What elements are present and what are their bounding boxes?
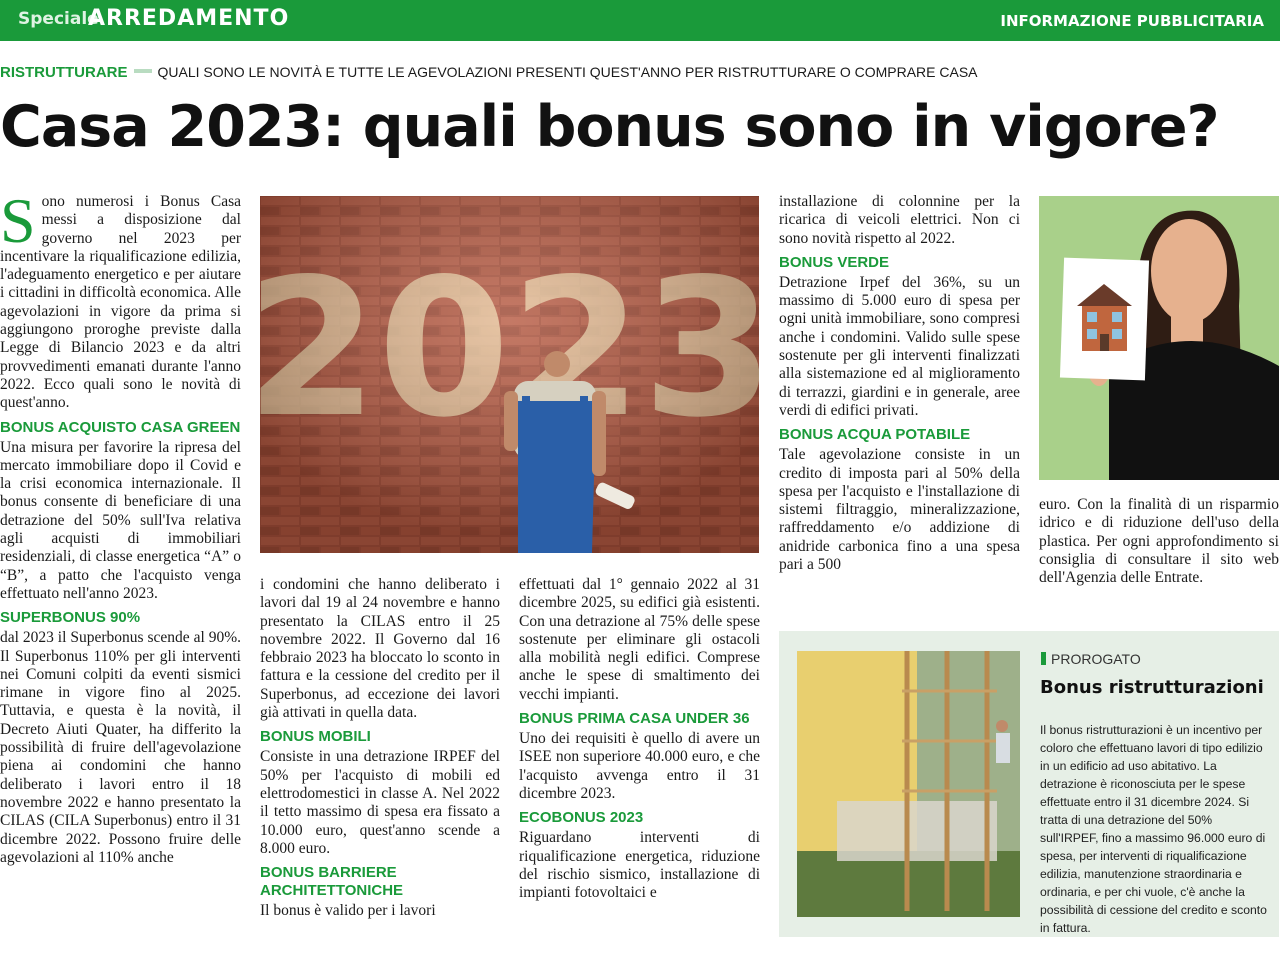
box-tag [1041, 651, 1141, 667]
heading-verde: BONUS VERDE [779, 253, 890, 271]
tag-bar [1041, 652, 1046, 665]
box-title: Bonus ristrutturazioni [1040, 677, 1264, 698]
illustration-woman-house [1039, 196, 1279, 480]
column-4 [779, 193, 1020, 574]
intro-text: ono numerosi i Bonus Casa messi a disposizione dal governo nel 2023 per incentivare la riqualificazione edilizia, l'adeguamento energetico e per aiutare i cittadini in difficoltà economica. Alle agevolazioni in vigore da prima si aggiungono proroghe previste dalla Legge di Bilancio 2023 e da altri provvedimenti emanati durante l'anno 2022. Ecco quali sono le novità di quest'anno. [0, 193, 241, 412]
box-text: Il bonus ristrutturazioni è un incentivo per coloro che effettuano lavori di tipo edilizio in un edificio ad uso abitativo. La detrazione è riconosciuta per le spese effettuate entro il 31 dicembre 2024. Si tratta di una detrazione del 50% sull'IRPEF, fino a massimo 96.000 euro di spesa, per interventi di riqualificazione edilizia, manutenzione straordinaria e ordinaria, e per chi vuole, c'è anche la possibilità di cessione del credito e sconto in fattura. [1040, 723, 1267, 935]
photo-scaffolding [797, 651, 1020, 917]
paragraph-under36: Uno dei requisiti è quello di avere un ISEE non superiore 40.000 euro, e che l'acquisto avvenga entro il 31 dicembre 2023. [519, 730, 760, 802]
paragraph-acqua: Tale agevolazione consiste in un credito di imposta pari al 50% della spesa per l'acquisto e l'installazione di sistemi filtraggio, mineralizzazione, raffreddamento e/o addizione di anidride carbonica fino a una spesa pari a 500 [779, 446, 1020, 574]
kicker-text: QUALI SONO LE NOVITÀ E TUTTE LE AGEVOLAZIONI PRESENTI QUEST'ANNO PER RISTRUTTURARE O COMPRARE CASA [157, 64, 978, 80]
scaffolding-illustration [797, 651, 1020, 917]
column-3 [519, 576, 760, 902]
header-section: ARREDAMENTO [88, 6, 290, 31]
paragraph-mobili: Consiste in una detrazione IRPEF del 50% per l'acquisto di mobili ed elettrodomestici in classe A. Nel 2022 il tetto massimo di spesa era fissato a 10.000 euro, quest'anno scende a 8.000 euro. [260, 748, 500, 857]
header-speciale: Speciale [18, 9, 99, 29]
heading-barriere: BONUS BARRIERE ARCHITETTONICHE [260, 864, 404, 900]
heading-under36: BONUS PRIMA CASA UNDER 36 [519, 710, 750, 728]
headline: Casa 2023: quali bonus sono in vigore? [0, 94, 1219, 160]
heading-superbonus: SUPERBONUS 90% [0, 609, 141, 627]
paragraph-acqua-cont: euro. Con la finalità di un risparmio idrico e di riduzione dell'uso della plastica. Per ogni approfondimento si consiglia di consultare il sito web dell'Agenzia delle Entrate. [1039, 496, 1279, 587]
heading-acqua: BONUS ACQUA POTABILE [779, 426, 971, 444]
brick-wall-illustration [260, 196, 759, 553]
paragraph-superbonus: dal 2023 il Superbonus scende al 90%. Il Superbonus 110% per gli interventi nei Comuni colpiti da eventi sismici rimane in vigore fino al 2025. Tuttavia, e questa è la novità, il Decreto Aiuti Quater, ha differito la possibilità di fruire dell'agevolazione piena ai condomini che hanno deliberato i lavori entro il 18 novembre 2022 e hanno presentato la CILAS (CILA Superbonus) entro il 31 dicembre 2022. Possono fruire delle agevolazioni al 110% anche [0, 629, 241, 866]
heading-ecobonus: ECOBONUS 2023 [519, 809, 644, 827]
header-bar [0, 0, 1280, 41]
column-2 [260, 576, 500, 920]
paragraph-ecobonus: Riguardano interventi di riqualificazione energetica, riduzione del rischio sismico, installazione di impianti fotovoltaici e [519, 829, 760, 902]
kicker [0, 64, 978, 84]
header-info: INFORMAZIONE PUBBLICITARIA [1000, 12, 1264, 30]
paragraph-verde: Detrazione Irpef del 36%, su un massimo di 5.000 euro di spesa per ogni unità immobiliare, sono compresi anche i condomini. Valido sulle spese sostenute per gli interventi finalizzati alla sistemazione ed al miglioramento di terrazzi, giardini e in generale, aree verdi di edifici privati. [779, 273, 1020, 419]
dropcap: S [0, 185, 36, 256]
paragraph-barriere-cont: effettuati dal 1° gennaio 2022 al 31 dicembre 2025, su edifici già esistenti. Con una detrazione al 75% delle spese sostenute per eliminare gli ostacoli alla mobilità negli edifici. Comprese anche le spese di smaltimento dei vecchi impianti. [519, 576, 760, 703]
kicker-category: RISTRUTTURARE [0, 64, 128, 81]
heading-green: BONUS ACQUISTO CASA GREEN [0, 418, 241, 436]
column-1 [0, 185, 241, 867]
column-5 [1039, 496, 1279, 587]
box-tag-text: PROROGATO [1051, 651, 1141, 667]
box-ristrutturazioni [779, 631, 1279, 937]
paragraph-green: Una misura per favorire la ripresa del mercato immobiliare dopo il Covid e la crisi economica internazionale. Il bonus consente di beneficiare di una detrazione del 50% sull'Iva relativa agli acquisti di immobiliari residenziali, di classe energetica “A” o “B”, a patto che l'acquisto venga effettuato nell'anno 2023. [0, 438, 241, 602]
photo-brick-wall [260, 196, 759, 553]
woman-house-illustration [1039, 196, 1279, 480]
paragraph-barriere: Il bonus è valido per i lavori [260, 902, 436, 920]
heading-mobili: BONUS MOBILI [260, 728, 371, 746]
paragraph-ecobonus-cont: installazione di colonnine per la ricarica di veicoli elettrici. Non ci sono novità rispetto al 2022. [779, 193, 1020, 247]
intro-paragraph [0, 185, 241, 413]
kicker-divider [134, 69, 152, 73]
paragraph-cilas: i condomini che hanno deliberato i lavori dal 19 al 24 novembre e hanno presentato la CILAS entro il 25 novembre 2022. Il Governo dal 16 febbraio 2023 ha bloccato lo sconto in fattura e la cessione del credito per il Superbonus, ad eccezione dei lavori già attivati in quella data. [260, 576, 500, 722]
